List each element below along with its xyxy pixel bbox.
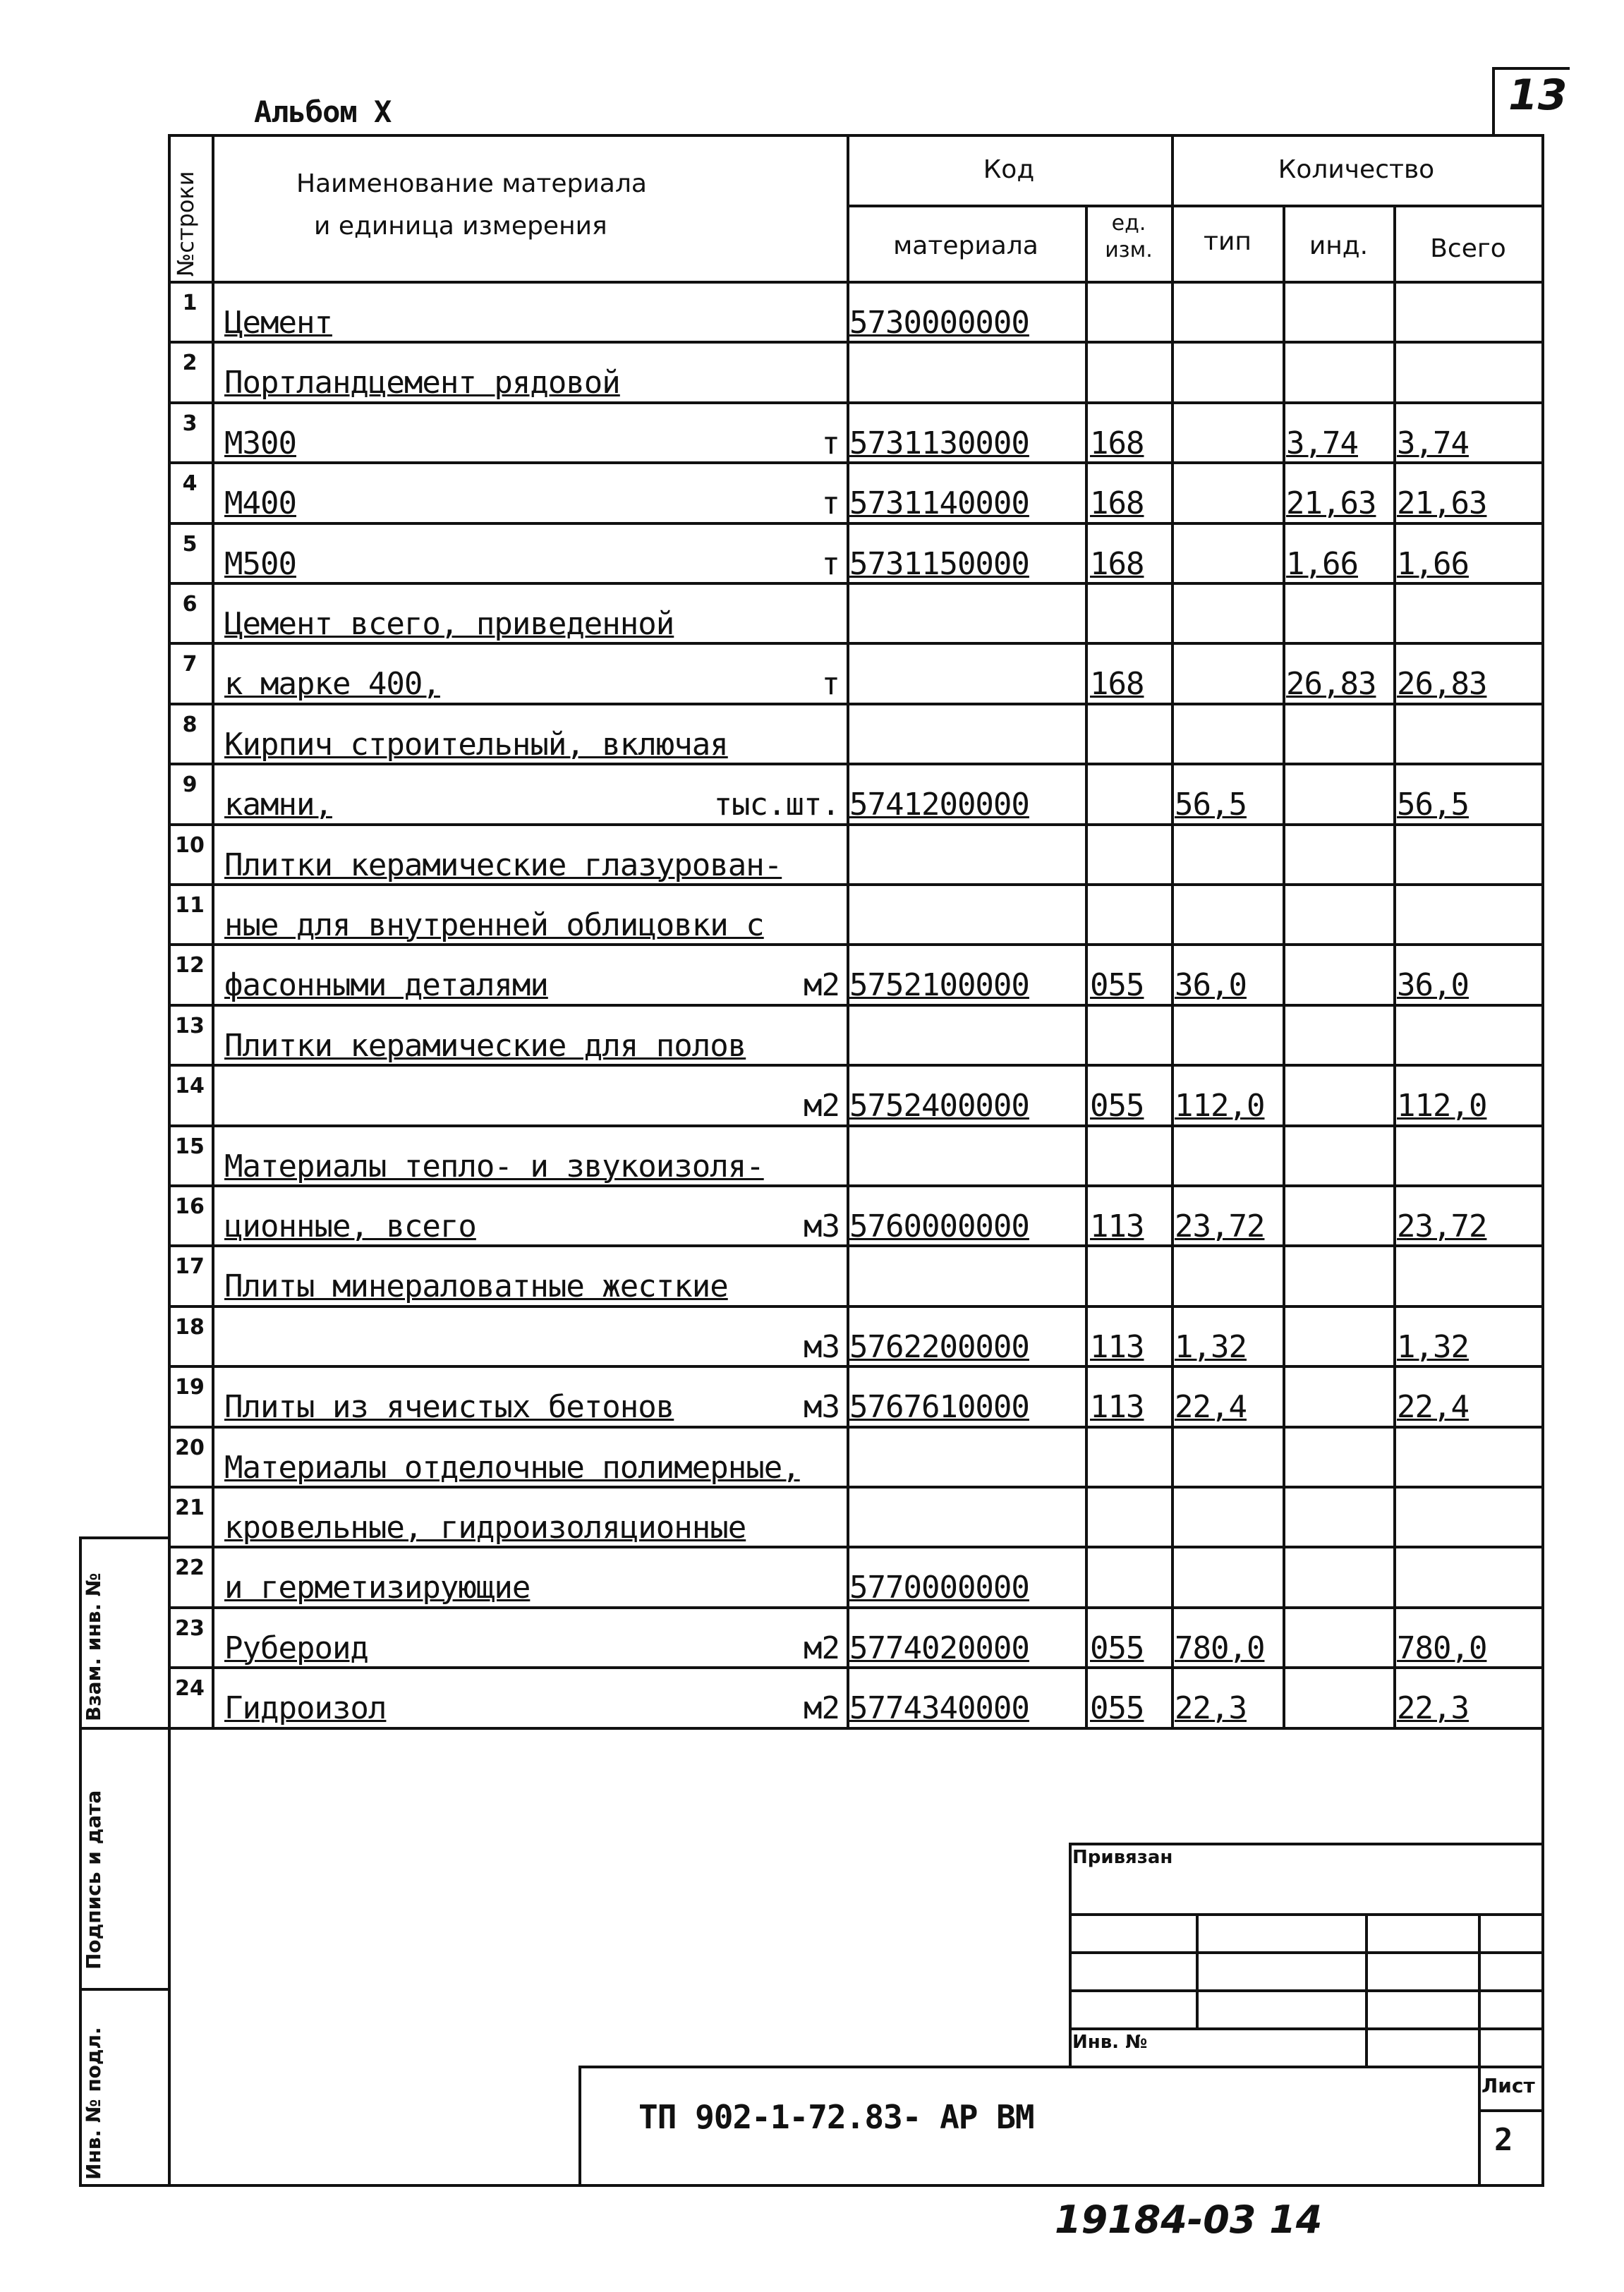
row-divider	[168, 883, 1544, 886]
side-vzam: Взам. инв. №	[82, 1572, 105, 1721]
row-typ: 23,72	[1175, 1208, 1265, 1244]
row-unit: тыс.шт.	[713, 787, 840, 823]
row-unit: м3	[804, 1208, 840, 1244]
row-unit-code: 168	[1090, 485, 1144, 522]
row-number: 5	[182, 531, 198, 557]
row-number: 8	[182, 712, 198, 737]
row-unit-code: 113	[1090, 1328, 1144, 1365]
row-total: 36,0	[1397, 967, 1469, 1004]
row-unit: м2	[804, 1088, 840, 1124]
stamp-privyazan: Привязан	[1072, 1847, 1173, 1868]
row-divider	[168, 1486, 1544, 1488]
row-ind: 3,74	[1286, 425, 1358, 461]
row-number: 23	[175, 1615, 205, 1641]
header-name-line1: Наименование материала	[296, 169, 647, 198]
header-code: Код	[983, 155, 1035, 184]
row-code: 5731150000	[849, 545, 1029, 582]
row-name: фасонными деталями	[224, 967, 548, 1004]
row-number: 3	[182, 411, 198, 436]
row-divider	[168, 341, 1544, 344]
row-name: М400	[224, 485, 296, 522]
row-typ: 56,5	[1175, 787, 1247, 823]
row-name: Материалы отделочные полимерные,	[224, 1449, 800, 1486]
row-number: 9	[182, 772, 198, 798]
row-total: 56,5	[1397, 787, 1469, 823]
row-code: 5731130000	[849, 425, 1029, 461]
row-name: и герметизирующие	[224, 1570, 531, 1606]
row-number: 2	[182, 351, 198, 376]
row-typ: 112,0	[1175, 1088, 1265, 1124]
row-code: 5760000000	[849, 1208, 1029, 1244]
row-typ: 22,3	[1175, 1690, 1247, 1727]
row-number: 21	[175, 1496, 205, 1520]
row-name: Плитки керамические глазурован-	[224, 847, 782, 883]
row-number: 10	[175, 832, 205, 858]
row-name: ные для внутренней облицовки с	[224, 907, 764, 943]
row-number: 7	[182, 652, 198, 677]
row-number: 16	[175, 1194, 205, 1219]
row-total: 22,3	[1397, 1690, 1469, 1727]
row-number: 1	[182, 291, 198, 315]
row-unit: м2	[804, 1630, 840, 1666]
header-quantity: Количество	[1278, 155, 1435, 184]
row-number: 11	[175, 893, 205, 918]
row-ind: 1,66	[1286, 545, 1358, 582]
row-divider	[168, 1546, 1544, 1548]
row-name: Рубероид	[224, 1630, 368, 1666]
row-unit-code: 168	[1090, 666, 1144, 703]
row-code: 5774020000	[849, 1630, 1029, 1666]
row-name: Плиты минераловатные жесткие	[224, 1268, 728, 1305]
row-name: Портландцемент рядовой	[224, 365, 620, 401]
footer-handwritten: 19184-03 14	[1055, 2197, 1323, 2242]
doc-code: ТП 902-1-72.83- АР ВМ	[638, 2098, 1034, 2136]
row-name: Плиты из ячеистых бетонов	[224, 1389, 674, 1426]
row-divider	[168, 1365, 1544, 1368]
row-total: 3,74	[1397, 425, 1469, 461]
row-name: Плитки керамические для полов	[224, 1027, 746, 1064]
header-typ: тип	[1204, 227, 1252, 256]
row-name: к марке 400,	[224, 666, 440, 703]
row-divider	[168, 1244, 1544, 1247]
row-unit: т	[821, 545, 840, 582]
row-divider	[168, 1426, 1544, 1429]
row-divider	[168, 642, 1544, 645]
row-unit-code: 168	[1090, 425, 1144, 461]
row-code: 5770000000	[849, 1570, 1029, 1606]
header-unit-line1: ед.	[1111, 211, 1146, 236]
row-total: 23,72	[1397, 1208, 1487, 1244]
row-code: 5762200000	[849, 1328, 1029, 1365]
page-mark: 13	[1508, 71, 1568, 120]
row-code: 5752400000	[849, 1088, 1029, 1124]
row-number: 13	[175, 1013, 205, 1038]
row-typ: 1,32	[1175, 1328, 1247, 1365]
row-name: М500	[224, 545, 296, 582]
row-unit-code: 113	[1090, 1389, 1144, 1426]
row-unit: м3	[804, 1328, 840, 1365]
row-divider	[168, 1305, 1544, 1308]
row-total: 112,0	[1397, 1088, 1487, 1124]
row-unit-code: 055	[1090, 967, 1144, 1004]
row-unit-code: 113	[1090, 1208, 1144, 1244]
row-code: 5767610000	[849, 1389, 1029, 1426]
row-name: камни,	[224, 787, 332, 823]
row-number: 24	[175, 1676, 205, 1702]
sheet-number: 2	[1494, 2122, 1513, 2158]
header-ind: инд.	[1309, 231, 1369, 260]
row-unit: м3	[804, 1389, 840, 1426]
side-podpis: Подпись и дата	[82, 1790, 105, 1970]
header-unit-line2: изм.	[1105, 238, 1153, 262]
album-title: Альбом X	[254, 95, 392, 129]
row-typ: 22,4	[1175, 1389, 1247, 1426]
row-total: 26,83	[1397, 666, 1487, 703]
row-divider	[168, 1124, 1544, 1127]
row-total: 22,4	[1397, 1389, 1469, 1426]
row-unit: т	[821, 485, 840, 522]
row-name: М300	[224, 425, 296, 461]
row-unit: т	[821, 425, 840, 461]
row-divider	[168, 1184, 1544, 1187]
row-number: 4	[182, 471, 198, 497]
row-code: 5774340000	[849, 1690, 1029, 1727]
row-number: 18	[175, 1314, 205, 1340]
row-number: 15	[175, 1134, 205, 1159]
row-name: Материалы тепло- и звукоизоля-	[224, 1148, 764, 1184]
row-divider	[168, 582, 1544, 585]
row-unit-code: 168	[1090, 545, 1144, 582]
header-name-line2: и единица измерения	[314, 212, 607, 241]
row-total: 780,0	[1397, 1630, 1487, 1666]
header-row-no: №строки	[172, 171, 199, 277]
row-unit: м2	[804, 1690, 840, 1727]
row-number: 19	[175, 1375, 205, 1400]
row-total: 21,63	[1397, 485, 1487, 522]
row-number: 14	[175, 1074, 205, 1099]
sheet-label: Лист	[1481, 2074, 1535, 2097]
row-divider	[168, 763, 1544, 765]
row-ind: 26,83	[1286, 666, 1376, 703]
row-number: 17	[175, 1254, 205, 1280]
page-mark-border	[1492, 67, 1495, 134]
row-unit-code: 055	[1090, 1690, 1144, 1727]
row-divider	[168, 461, 1544, 464]
row-total: 1,66	[1397, 545, 1469, 582]
header-total: Всего	[1430, 234, 1506, 263]
row-typ: 780,0	[1175, 1630, 1265, 1666]
row-divider	[168, 1004, 1544, 1007]
row-name: Гидроизол	[224, 1690, 387, 1727]
row-divider	[168, 703, 1544, 705]
row-number: 22	[175, 1556, 205, 1581]
row-unit-code: 055	[1090, 1630, 1144, 1666]
side-inv-podl: Инв. № подл.	[82, 2027, 105, 2180]
row-name: ционные, всего	[224, 1208, 476, 1244]
row-ind: 21,63	[1286, 485, 1376, 522]
row-unit-code: 055	[1090, 1088, 1144, 1124]
row-unit: т	[821, 666, 840, 703]
row-name: Цемент всего, приведенной	[224, 606, 674, 642]
row-divider	[168, 943, 1544, 946]
row-code: 5731140000	[849, 485, 1029, 522]
row-divider	[168, 1064, 1544, 1067]
row-code: 5741200000	[849, 787, 1029, 823]
row-code: 5752100000	[849, 967, 1029, 1004]
row-divider	[168, 1606, 1544, 1609]
page-mark-border-top	[1492, 67, 1570, 70]
row-divider	[168, 401, 1544, 404]
row-divider	[168, 1666, 1544, 1669]
stamp-inv-no: Инв. №	[1072, 2032, 1148, 2053]
row-number: 12	[175, 953, 205, 978]
row-divider	[168, 522, 1544, 525]
row-name: Кирпич строительный, включая	[224, 726, 728, 763]
row-divider	[168, 823, 1544, 826]
row-name: Цемент	[224, 305, 332, 341]
row-number: 20	[175, 1435, 205, 1460]
row-number: 6	[182, 592, 198, 617]
row-total: 1,32	[1397, 1328, 1469, 1365]
row-name: кровельные, гидроизоляционные	[224, 1510, 746, 1546]
row-typ: 36,0	[1175, 967, 1247, 1004]
header-code-material: материала	[893, 231, 1038, 260]
row-unit: м2	[804, 967, 840, 1004]
row-code: 5730000000	[849, 305, 1029, 341]
